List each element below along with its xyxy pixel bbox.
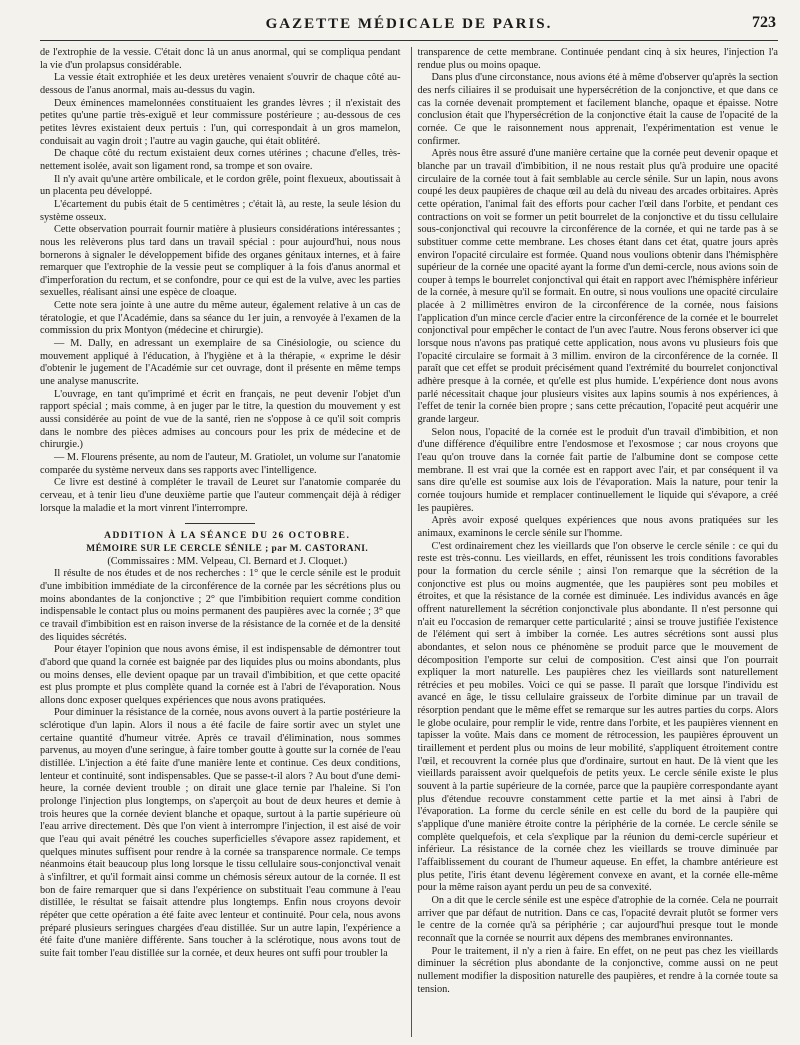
paragraph: Ce livre est destiné à compléter le travail de Leuret sur l'anatomie comparée du cerveau, et à tenir lieu d'une deuxième partie que l'auteur commençait déjà à rédiger lorsque la maladie et la mort vinrent l'interrompre.	[40, 477, 401, 514]
paragraph: Cette observation pourrait fournir matière à plusieurs considérations intéressantes ; nous les relèverons plus tard dans un travail spécial : pour aujourd'hui, nous nous bornerons à signaler le développement bifide des organes génitaux internes, et à faire remarquer que l'extrophie de la vessie peut se compliquer à la fois d'anus anormal et d'imperforation du rectum, et se confondre, pour ce qui est de la vulve, avec les parties sexuelles, réalisant ainsi une espèce de cloaque.	[40, 224, 401, 299]
section-title: ADDITION À LA SÉANCE DU 26 OCTOBRE.	[104, 531, 351, 542]
paragraph: C'est ordinairement chez les vieillards que l'on observe le cercle sénile : ce qui du reste est très-connu. Les vieillards, en effet, réunissent les trois conditions favorables pour la formation du cercle sénile ; ainsi l'on remarque que la sécrétion de la conjonctive est plus ou moins augmentée, que les paupières sont peu mobiles et étroites, et que la résistance de la cornée est diminuée. Les individus avancés en âge offrent naturellement la sécrétion conjonctivale plus abondante. Il n'est personne qui n'ait eu l'occasion de remarquer cette particularité ; ainsi se trouve justifiée l'existence de l'élément qui sert à imbiber la cornée. Les autres sécrétions sont aussi plus abondantes, et selon nous ce phénomène se produit parce que le mouvement de décomposition l'emporte sur celui de composition. C'est ainsi que l'on pourrait expliquer la mort naturelle. Les paupières chez les vieillards sont naturellement rétrécies et peu mobiles. Voici ce qui se passe. Il paraît que lorsque l'individu est avancé en âge, le tissu cellulaire graisseux de l'orbite diminue par un travail de résorption pendant que le même effet se remarque sur les autres parties du corps. Alors le globe oculaire, pour remplir le vide, rentre dans l'orbite, et les paupières viennent en tapisser la voûte. Mais dans ce moment de rétrocession, les paupières éprouvent un tiraillement et perdent plus ou moins de leur mobilité, s'appliquent étroitement contre l'œil, et recouvrent la cornée plus que d'ordinaire, surtout en haut. De là vient que les vieillards paraissent avoir quelquefois de petits yeux. Le cercle sénile existe le plus souvent à la partie supérieure de la cornée, parce que la paupière correspondante ayant plus d'étendue recouvre constamment cette partie et la met ainsi à l'abri de l'évaporation. La forme du cercle sénile en est celle du bord de la paupière qui s'applique d'une manière étroite contre la périphérie de la cornée. Le cercle sénile se complète quelquefois, et cela s'explique par la réunion du demi-cercle supérieur et inférieur. La résistance de la cornée chez les vieillards se trouve diminuée par l'affaiblissement du courant de l'humeur aqueuse. En effet, la chambre antérieure est plus petite, l'iris étant devenu légèrement convexe en avant, et la cornée elle-même pour la même raison ayant perdu un peu de sa convexité.	[417, 540, 778, 894]
left-column	[40, 47, 401, 1037]
paragraph: Après avoir exposé quelques expériences que nous avons pratiquées sur les animaux, examinons le cercle sénile sur l'homme.	[417, 515, 778, 539]
page-header	[40, 12, 778, 41]
commissioners-line: (Commissaires : MM. Velpeau, Cl. Bernard et J. Cloquet.)	[107, 555, 348, 567]
paragraph: — M. Dally, en adressant un exemplaire de sa Cinésiologie, ou science du mouvement appliqué à l'éducation, à l'hygiène et à la thérapie, « exprime le désir d'obtenir le jugement de l'Académie sur cet ouvrage, dont il présente en même temps une analyse manuscrite.	[40, 338, 401, 388]
paragraph: Pour diminuer la résistance de la cornée, nous avons ouvert à la partie postérieure la sclérotique d'un lapin. Alors il nous a été facile de faire sortir avec un stylet une certaine quantité d'humeur vitrée. Après ce travail d'élimination, nous sommes parvenus, au moyen d'une seringue, à faire tomber goutte à goutte sur la cornée de l'eau distillée. L'injection a été faite d'une manière lente et continue. Ces deux conditions, lenteur et continuité, sont indispensables. Que se passe-t-il alors ? Au bout d'une demi-heure, la cornée devient trouble ; on dirait une glace ternie par l'haleine. Si l'on prolonge l'injection plus longtemps, on s'aperçoit au bout de deux heures et demie à trois heures que la cornée devient blanche et opaque, surtout à la partie supérieure où l'eau arrive directement. Dès que l'on vient à interrompre l'injection, il est aisé de voir que l'eau qui avait pénétré les couches superficielles s'évapore assez rapidement, et quelques minutes suffisent pour rendre à la cornée sa transparence normale. Ce temps néanmoins était beaucoup plus long lorsque le tissu cellulaire sous-conjonctival venait à s'infiltrer, et qu'il formait ainsi comme un chémosis séreux autour de la cornée. Il est bon de faire remarquer que si dans l'expérience on substituait l'eau commune à l'eau distillée, le résultat se faisait attendre plus longtemps. Enfin nous croyons devoir répéter que cette opération a été faite avec lenteur et continuité. Pour cela, nous avons préparé plusieurs seringues chargées d'eau distillée. Sur un autre lapin, l'expérience a été faite d'une manière différente. Sans toucher à la sclérotique, nous avons tout de suite fait tomber l'eau distillée sur la cornée, et deux heures ont suffi pour troubler la	[40, 707, 401, 959]
paragraph: Il n'y avait qu'une artère ombilicale, et le cordon grêle, point flexueux, aboutissait à un placenta peu développé.	[40, 173, 401, 198]
paragraph: Après nous être assuré d'une manière certaine que la cornée peut devenir opaque et blanche par un travail d'imbibition, il ne nous restait plus qu'à produire une opacité circulaire de la cornée tout à fait semblable au cercle sénile. Sur un lapin, nous avons coupé les deux paupières de chaque œil au delà du niveau des arcades orbitaires. Après cette opération, l'animal fait des efforts pour cacher l'œil dans l'orbite, et pendant ces contractions on voit se former un petit bourrelet de la conjonctive et du tissu cellulaire sous-conjonctival qui recouvre la circonférence de la cornée, et qui ne tarde pas à se substituer comme cette membrane. Les choses étant dans cet état, quatre jours après environ l'opacité circulaire est formée. Quand nous voulions obtenir dans l'hémisphère supérieur de la cornée une opacité ayant la forme d'un demi-cercle, nous avions soin de couper à temps le bourrelet conjonctival qui était en rapport avec l'hémisphère inférieur de la cornée, à mesure qu'il se formait. En outre, si nous voulions une opacité circulaire placée à 2 millimètres environ de la circonférence de la cornée, nous faisions l'application d'un mince cercle d'acier entre la circonférence de la cornée et le bourrelet conjonctival pour empêcher le contact de l'un avec l'autre. Nous ferons observer ici que lorsque nous n'avons pas pratiqué cette application, nous avons vu plusieurs fois que l'opacité circulaire se formait à 3 millim. environ de la circonférence de la cornée. Il paraît que cet effet se produit précisément quand l'extrémité du bourrelet conjonctival adhère presque à la cornée, et qu'elle est plus humide. L'expérience dont nous avons parlé nécessitait chaque jour plusieurs visites aux lapins soumis à nos expériences, à l'effet de tenir la cornée bien propre ; sans cette précaution, l'opacité peut acquérir une grande largeur.	[417, 148, 778, 426]
paragraph: transparence de cette membrane. Continuée pendant cinq à six heures, l'injection l'a rendue plus ou moins opaque.	[417, 47, 778, 71]
paragraph: — M. Flourens présente, au nom de l'auteur, M. Gratiolet, un volume sur l'anatomie comparée du système nerveux dans ses rapports avec l'intelligence.	[40, 452, 401, 476]
section-divider	[185, 523, 255, 524]
journal-title: GAZETTE MÉDICALE DE PARIS.	[265, 16, 553, 32]
paragraph: La vessie était extrophiée et les deux uretères venaient s'ouvrir de chaque côté au-dessous de l'anus anormal, mais au-dessus du vagin.	[40, 72, 401, 96]
paragraph: Pour le traitement, il n'y a rien à faire. En effet, on ne peut pas chez les vieillards diminuer la sécrétion plus abondante de la conjonctive, comme aussi on ne peut nullement modifier la disposition naturelle des paupières, et rendre à la cornée toute sa tension.	[417, 945, 778, 995]
paragraph: Cette note sera jointe à une autre du même auteur, également relative à un cas de tératologie, et que l'Académie, dans sa séance du 1er juin, a renvoyée à l'examen de la commission du prix Montyon (médecine et chirurgie).	[40, 300, 401, 337]
paragraph: Deux éminences mamelonnées constituaient les grandes lèvres ; il n'existait des petites qu'une partie très-exiguë et leur commissure postérieure ; au-dessous de ces petites lèvres existaient deux pertuis : l'un, qui correspondait à un gros mamelon, conduisait au vagin droit ; l'autre au vagin gauche, qui était oblitéré.	[40, 97, 401, 147]
memoir-title: MÉMOIRE SUR LE CERCLE SÉNILE ; par M. CASTORANI.	[86, 543, 369, 554]
paragraph: Dans plus d'une circonstance, nous avions été à même d'observer qu'après la section des nerfs ciliaires il se produisait une hypersécrétion de la conjonctive, et que dans ce cas la cornée devenait promptement et facilement blanche, opaque et épaisse. Notre conclusion était que l'hypersécrétion de la conjonctive était la cause de l'opacité de la cornée. Ce que le raisonnement nous apprenait, l'expérimentation est venue le confirmer.	[417, 72, 778, 147]
paragraph: Selon nous, l'opacité de la cornée est le produit d'un travail d'imbibition, et non d'une différence d'équilibre entre l'endosmose et l'exosmose ; car nous croyons que l'eau qu'on trouve dans la cornée fait partie de l'albumine dont se compose cette membrane. Il est vrai que la cornée est en rapport avec l'air, et par conséquent il va sans dire qu'elle est soumise aux lois de l'évaporation. Mais la nature, pour tenir la cornée toujours humide et remplacer continuellement le liquide qui s'évapore, a créé les paupières.	[417, 426, 778, 514]
two-column-body	[40, 47, 778, 1037]
paragraph: Pour étayer l'opinion que nous avons émise, il est indispensable de démontrer tout d'abord que quand la cornée est baignée par des liquides plus ou moins abondants, plus ou moins denses, elle devient opaque par un travail d'imbibition, et que cette opacité est plus prompte et plus complète quand la cornée est à l'abri de l'évaporation. Nous allons donc exposer quelques expériences que nous avons pratiquées.	[40, 644, 401, 706]
paragraph: L'écartement du pubis était de 5 centimètres ; c'était là, au reste, la seule lésion du système osseux.	[40, 198, 401, 223]
paragraph: Il résulte de nos études et de nos recherches : 1° que le cercle sénile est le produit d'une imbibition immédiate de la circonférence de la cornée par les sécrétions plus ou moins abondantes de la conjonctive ; 2° que l'imbibition requiert comme condition indispensable le contact plus ou moins permanent des paupières avec la cornée ; 3° que ce travail d'imbibition est en raison inverse de la résistance de la cornée et de la densité des liquides sécrétés.	[40, 568, 401, 643]
paragraph: de l'extrophie de la vessie. C'était donc là un anus anormal, qui se compliqua pendant la vie d'un prolapsus considérable.	[40, 47, 401, 71]
paragraph: L'ouvrage, en tant qu'imprimé et écrit en français, ne peut devenir l'objet d'un rapport spécial ; mais comme, à en juger par le titre, la question du mouvement y est aussi considérée au point de vue de la santé, rien ne s'oppose à ce qu'il soit compris dans le nombre des pièces admises au concours pour les prix de médecine et de chirurgie.)	[40, 388, 401, 451]
paragraph: De chaque côté du rectum existaient deux cornes utérines ; chacune d'elles, très-nettement isolée, avait son ligament rond, sa trompe et son ovaire.	[40, 148, 401, 172]
page-number: 723	[752, 14, 776, 31]
right-column	[411, 47, 779, 1037]
paragraph: On a dit que le cercle sénile est une espèce d'atrophie de la cornée. Cela ne pourrait arriver que par défaut de nutrition. Dans ce cas, l'opacité devrait plutôt se former vers le centre de la cornée qu'à sa périphérie ; car aujourd'hui presque tout le monde reconnaît que la cornée se nourrit aux dépens des membranes environnantes.	[417, 894, 778, 944]
